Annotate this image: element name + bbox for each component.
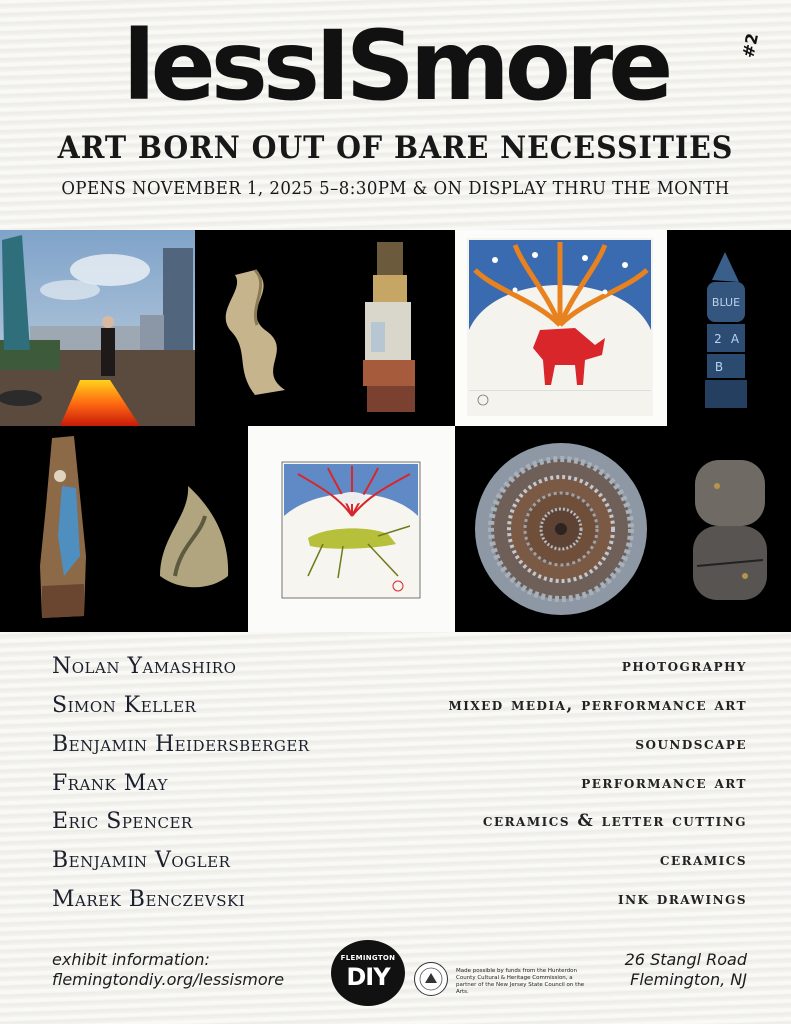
address-line-2: Flemington, NJ [630, 970, 747, 989]
ceramic-stacked-stones [667, 426, 791, 632]
artist-medium: ink drawings [618, 889, 747, 909]
edition-number: #2 [738, 31, 763, 60]
artist-name: Benjamin Vogler [52, 848, 231, 873]
exhibit-address [625, 950, 747, 990]
list-item [0, 887, 791, 923]
artist-medium: soundscape [635, 734, 747, 754]
list-item [0, 809, 791, 845]
artist-medium: performance art [581, 773, 747, 793]
ceramic-letter-tower [667, 230, 791, 426]
poster-header [0, 0, 791, 230]
ceramic-totem-sculpture [325, 230, 455, 426]
artist-medium: photography [621, 656, 747, 676]
photo-rooftop-performer [0, 230, 195, 426]
poster-title: lessISmore [122, 10, 669, 122]
artist-medium: mixed media, performance art [448, 695, 747, 715]
logo-main-text: DIY [346, 963, 390, 991]
list-item [0, 771, 791, 807]
ceramic-folded-form [130, 426, 248, 632]
artist-list [0, 640, 791, 930]
exhibit-info-link[interactable]: flemingtondiy.org/lessismore [52, 970, 285, 989]
address-line-1: 26 Stangl Road [624, 950, 747, 969]
flemington-diy-logo [331, 940, 405, 1006]
sign-letter-two: 2 [714, 332, 722, 346]
exhibit-info [52, 950, 284, 990]
list-item [0, 654, 791, 690]
artwork-gallery [0, 230, 791, 632]
list-item [0, 848, 791, 884]
sign-letter-a: A [730, 332, 740, 346]
artist-name: Nolan Yamashiro [52, 654, 237, 679]
ceramic-spiral-disc [455, 426, 667, 632]
poster-subtitle: ART BORN OUT OF BARE NECESSITIES [57, 130, 734, 166]
artist-name: Frank May [52, 771, 168, 796]
exhibit-info-label: exhibit information: [52, 950, 210, 969]
sign-letter-blue: BLUE [711, 296, 741, 309]
funding-credit: Made possible by funds from the Hunterdon County Cultural & Heritage Commission, a partner of the New Jersey State Council on the Arts. [456, 968, 585, 995]
artist-name: Benjamin Heidersberger [52, 732, 310, 757]
logo-top-text: FLEMINGTON [340, 954, 396, 962]
ceramic-twist-sculpture [195, 230, 325, 426]
list-item [0, 732, 791, 768]
artist-medium: ceramics [659, 850, 747, 870]
artist-name: Eric Spencer [52, 809, 193, 834]
list-item [0, 693, 791, 729]
artist-name: Simon Keller [52, 693, 197, 718]
artist-name: Marek Benczevski [52, 887, 246, 912]
ceramic-rough-column [0, 426, 130, 632]
sign-letter-b: B [714, 360, 724, 374]
exhibit-dates: OPENS NOVEMBER 1, 2025 5–8:30PM & ON DISPLAY THRU THE MONTH [61, 178, 730, 199]
artist-medium: ceramics & letter cutting [482, 811, 747, 831]
commission-seal-icon [414, 962, 448, 996]
ink-drawing-grasshopper [248, 426, 455, 632]
ink-drawing-wolf [455, 230, 667, 426]
